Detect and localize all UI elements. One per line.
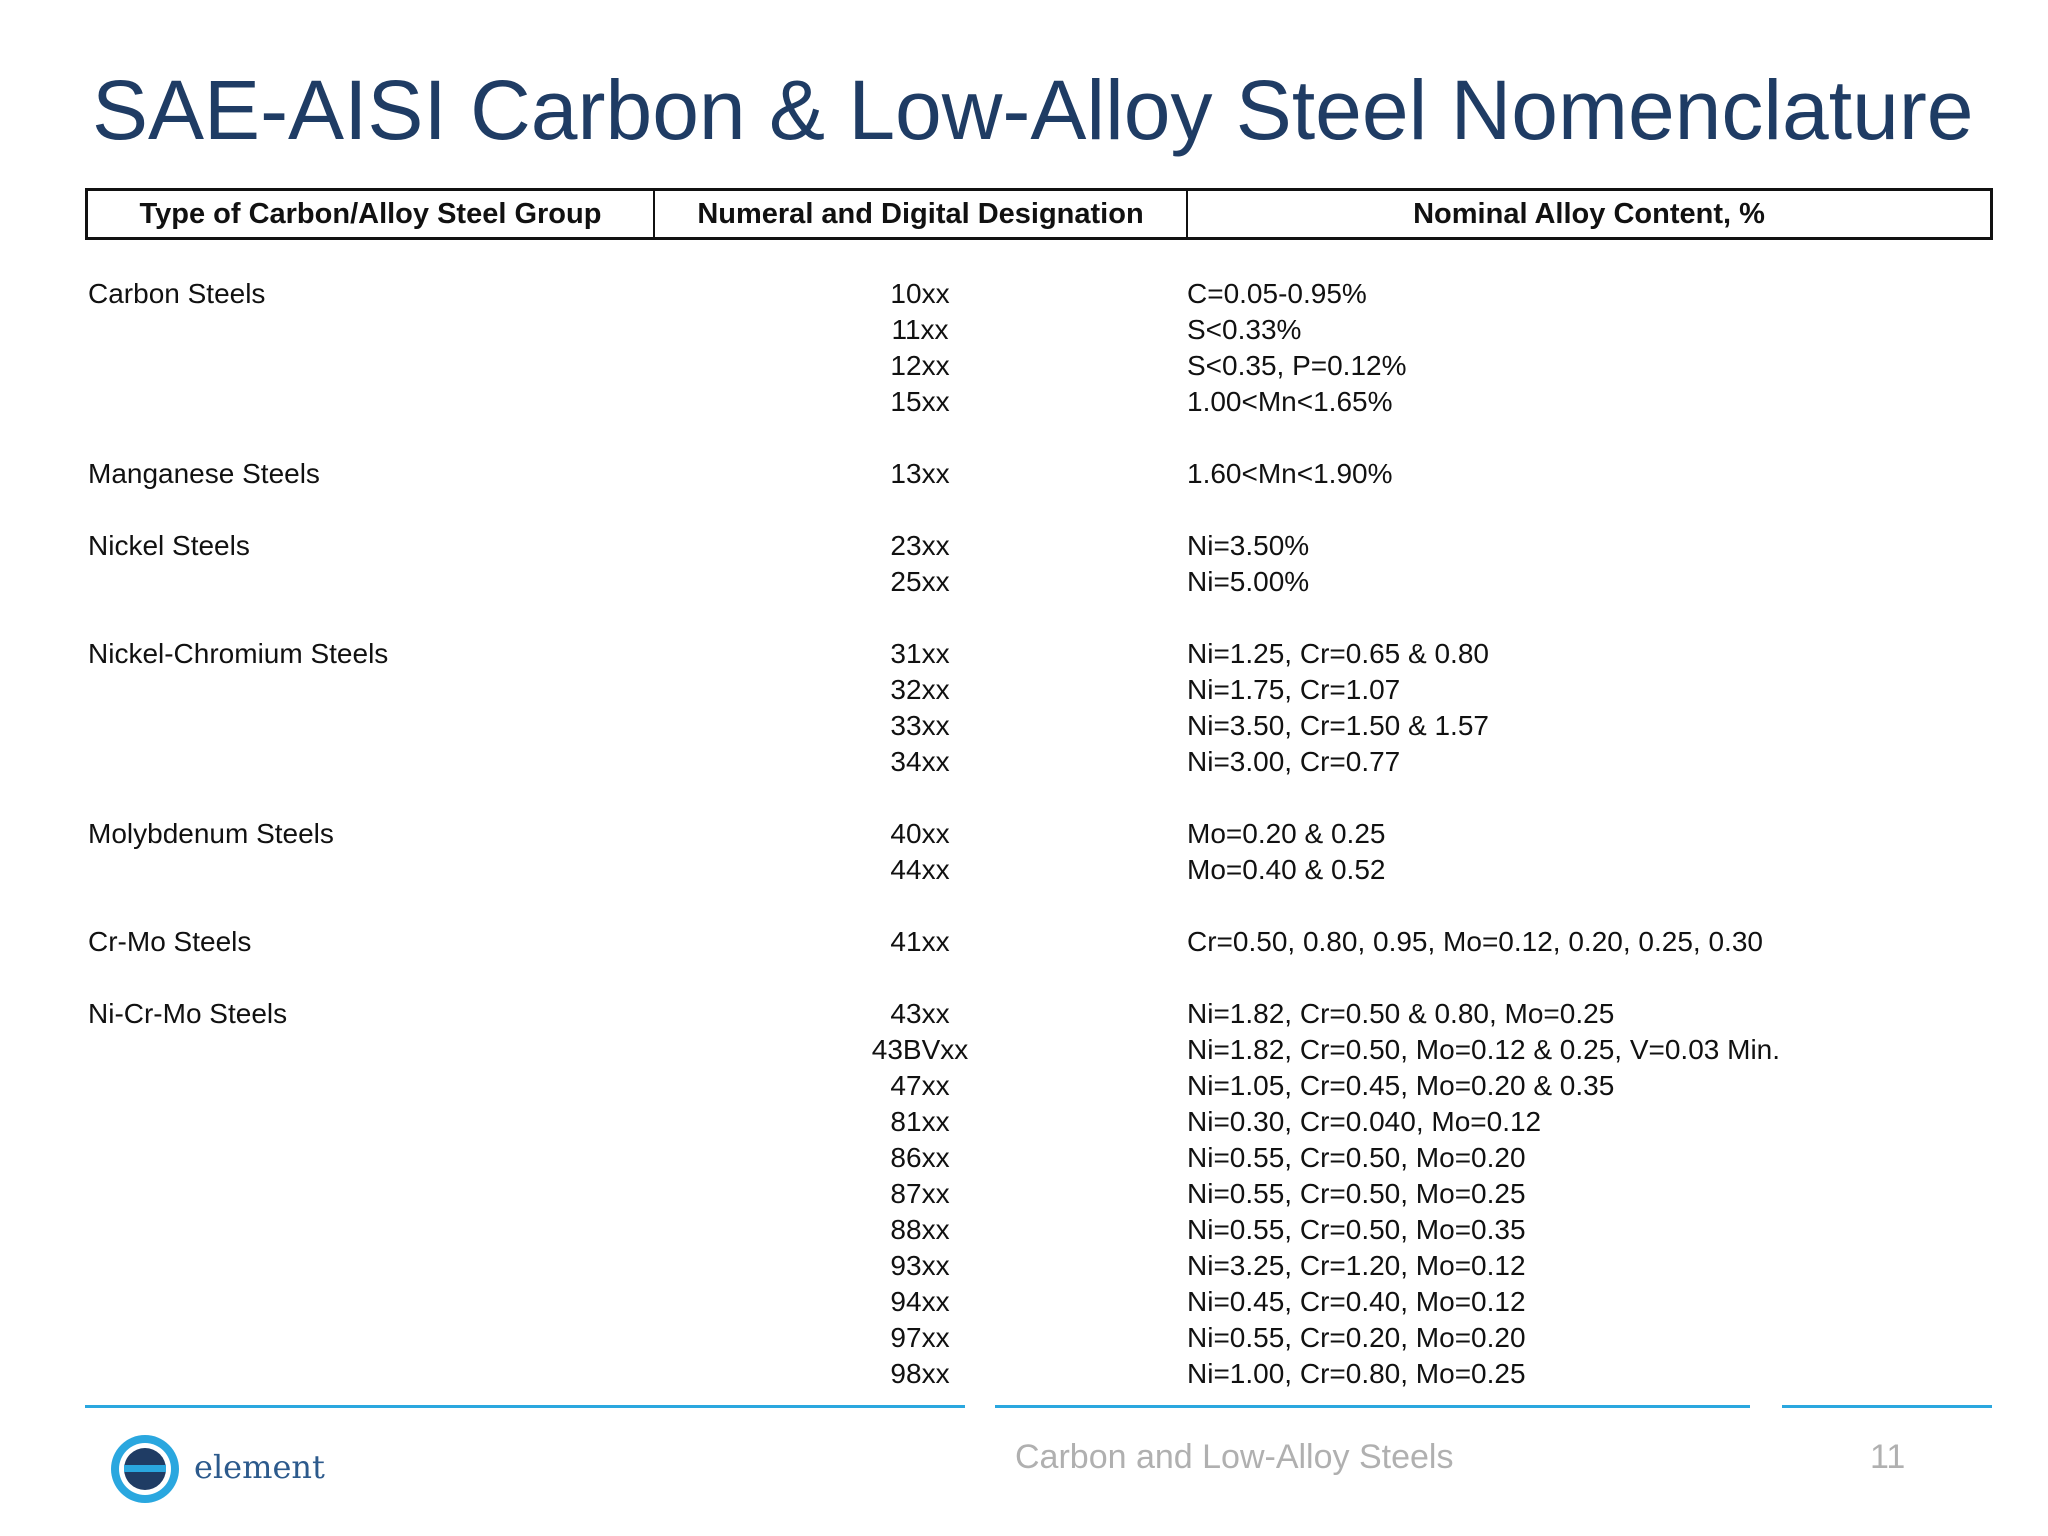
designation-cell: 12xx	[890, 350, 950, 381]
alloy-cell: Ni=1.82, Cr=0.50 & 0.80, Mo=0.25	[1187, 998, 1615, 1029]
alloy-cell: Ni=1.82, Cr=0.50, Mo=0.12 & 0.25, V=0.03 Min.	[1187, 1034, 1781, 1065]
group-cell: Cr-Mo Steels	[88, 926, 252, 957]
table-row	[0, 854, 2048, 890]
designation-cell: 98xx	[890, 1358, 950, 1389]
table-row	[0, 1250, 2048, 1286]
alloy-cell: 1.00<Mn<1.65%	[1187, 386, 1393, 417]
alloy-cell: Ni=1.25, Cr=0.65 & 0.80	[1187, 638, 1489, 669]
alloy-cell: Cr=0.50, 0.80, 0.95, Mo=0.12, 0.20, 0.25, 0.30	[1187, 926, 1763, 957]
alloy-cell: 1.60<Mn<1.90%	[1187, 458, 1393, 489]
alloy-cell: Mo=0.40 & 0.52	[1187, 854, 1386, 885]
designation-cell: 40xx	[890, 818, 950, 849]
table-row	[0, 1034, 2048, 1070]
table-row	[0, 1106, 2048, 1142]
designation-cell: 88xx	[890, 1214, 950, 1245]
header-alloy-content: Nominal Alloy Content, %	[1413, 197, 1765, 230]
designation-cell: 13xx	[890, 458, 950, 489]
group-cell: Manganese Steels	[88, 458, 320, 489]
designation-cell: 23xx	[890, 530, 950, 561]
table-row	[0, 926, 2048, 962]
group-cell: Carbon Steels	[88, 278, 266, 309]
element-logo-icon	[108, 1432, 182, 1506]
footer-divider-left	[85, 1405, 965, 1408]
alloy-cell: Ni=0.45, Cr=0.40, Mo=0.12	[1187, 1286, 1526, 1317]
header-group: Type of Carbon/Alloy Steel Group	[88, 191, 655, 237]
table-row	[0, 818, 2048, 854]
table-row	[0, 1322, 2048, 1358]
designation-cell: 41xx	[890, 926, 950, 957]
footer-divider-middle	[995, 1405, 1750, 1408]
alloy-cell: Ni=3.00, Cr=0.77	[1187, 746, 1401, 777]
designation-cell: 33xx	[890, 710, 950, 741]
header-designation: Numeral and Digital Designation	[655, 191, 1188, 237]
group-cell: Nickel-Chromium Steels	[88, 638, 389, 669]
alloy-cell: Mo=0.20 & 0.25	[1187, 818, 1386, 849]
table-row	[0, 350, 2048, 386]
page-number: 11	[1870, 1438, 1906, 1476]
alloy-cell: S<0.33%	[1187, 314, 1302, 345]
table-row	[0, 1070, 2048, 1106]
table-row	[0, 1178, 2048, 1214]
alloy-cell: Ni=0.30, Cr=0.040, Mo=0.12	[1187, 1106, 1542, 1137]
designation-cell: 93xx	[890, 1250, 950, 1281]
table-row	[0, 1286, 2048, 1322]
alloy-cell: Ni=0.55, Cr=0.50, Mo=0.25	[1187, 1178, 1526, 1209]
table-row	[0, 710, 2048, 746]
table-row	[0, 746, 2048, 782]
footer-divider-right	[1782, 1405, 1992, 1408]
designation-cell: 15xx	[890, 386, 950, 417]
table-row	[0, 314, 2048, 350]
table-row	[0, 386, 2048, 422]
alloy-cell: Ni=3.25, Cr=1.20, Mo=0.12	[1187, 1250, 1526, 1281]
page-title: SAE-AISI Carbon & Low-Alloy Steel Nomenclature	[92, 63, 1974, 157]
designation-cell: 43xx	[890, 998, 950, 1029]
group-cell: Nickel Steels	[88, 530, 250, 561]
alloy-cell: Ni=1.00, Cr=0.80, Mo=0.25	[1187, 1358, 1526, 1389]
table-row	[0, 566, 2048, 602]
alloy-cell: Ni=5.00%	[1187, 566, 1310, 597]
designation-cell: 31xx	[890, 638, 950, 669]
alloy-cell: Ni=0.55, Cr=0.50, Mo=0.35	[1187, 1214, 1526, 1245]
table-row	[0, 674, 2048, 710]
alloy-cell: C=0.05-0.95%	[1187, 278, 1367, 309]
designation-cell: 11xx	[891, 314, 949, 345]
alloy-cell: Ni=0.55, Cr=0.50, Mo=0.20	[1187, 1142, 1526, 1173]
designation-cell: 47xx	[890, 1070, 950, 1101]
group-cell: Molybdenum Steels	[88, 818, 334, 849]
designation-cell: 43BVxx	[871, 1034, 969, 1065]
table-row	[0, 1142, 2048, 1178]
alloy-cell: S<0.35, P=0.12%	[1187, 350, 1407, 381]
designation-cell: 32xx	[890, 674, 950, 705]
designation-cell: 34xx	[890, 746, 950, 777]
table-row	[0, 278, 2048, 314]
footer-title: Carbon and Low-Alloy Steels	[1015, 1438, 1454, 1476]
designation-cell: 86xx	[890, 1142, 950, 1173]
alloy-cell: Ni=1.05, Cr=0.45, Mo=0.20 & 0.35	[1187, 1070, 1615, 1101]
table-row	[0, 458, 2048, 494]
alloy-cell: Ni=0.55, Cr=0.20, Mo=0.20	[1187, 1322, 1526, 1353]
alloy-cell: Ni=3.50%	[1187, 530, 1310, 561]
designation-cell: 87xx	[890, 1178, 950, 1209]
designation-cell: 25xx	[890, 566, 950, 597]
alloy-cell: Ni=3.50, Cr=1.50 & 1.57	[1187, 710, 1489, 741]
alloy-cell: Ni=1.75, Cr=1.07	[1187, 674, 1401, 705]
table-row	[0, 998, 2048, 1034]
group-cell: Ni-Cr-Mo Steels	[88, 998, 288, 1029]
designation-cell: 10xx	[890, 278, 950, 309]
table-row	[0, 1214, 2048, 1250]
table-row	[0, 638, 2048, 674]
table-header	[85, 188, 1993, 240]
designation-cell: 97xx	[890, 1322, 950, 1353]
table-row	[0, 530, 2048, 566]
designation-cell: 94xx	[890, 1286, 950, 1317]
designation-cell: 81xx	[890, 1106, 950, 1137]
table-row	[0, 1358, 2048, 1394]
logo-text: element	[194, 1448, 325, 1486]
designation-cell: 44xx	[890, 854, 950, 885]
